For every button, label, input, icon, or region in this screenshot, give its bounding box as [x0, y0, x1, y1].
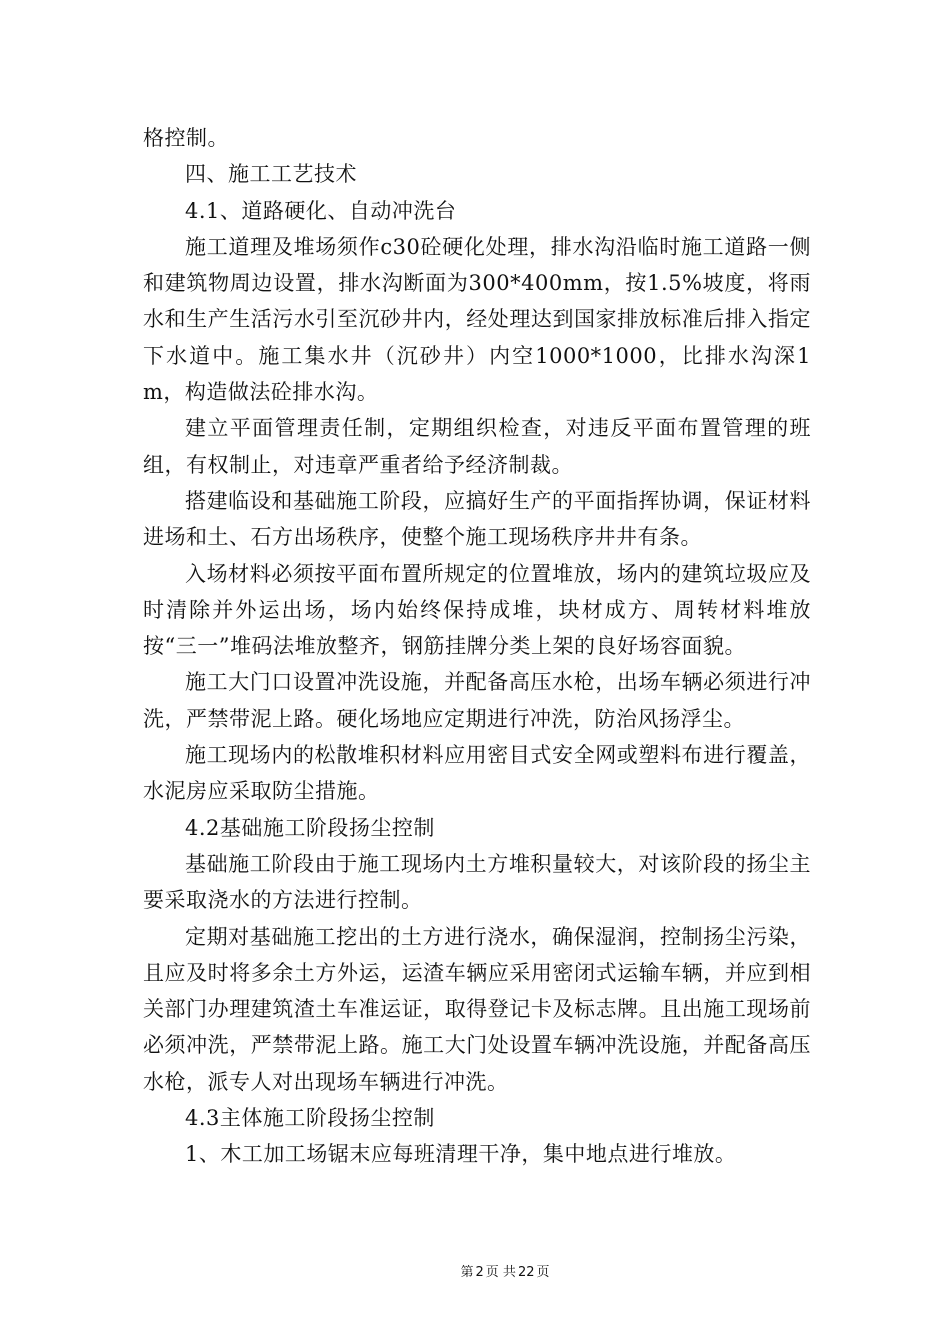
page-footer — [0, 1261, 950, 1280]
paragraph: 搭建临设和基础施工阶段，应搞好生产的平面指挥协调，保证材料进场和土、石方出场秩序，使整个施工现场秩序井井有条。 — [143, 488, 811, 550]
paragraph: 施工大门口设置冲洗设施，并配备高压水枪，出场车辆必须进行冲洗，严禁带泥上路。硬化场地应定期进行冲洗，防治风扬浮尘。 — [143, 670, 811, 731]
paragraph: 格控制。 — [143, 126, 229, 150]
footer-suffix: 页 — [536, 1265, 550, 1280]
footer-middle: 页 共 — [485, 1265, 516, 1280]
subsection-heading: 4.1、道路硬化、自动冲洗台 — [185, 198, 457, 223]
subsection-heading: 4.2基础施工阶段扬尘控制 — [185, 815, 435, 840]
paragraph: 施工现场内的松散堆积材料应用密目式安全网或塑料布进行覆盖，水泥房应采取防尘措施。 — [143, 743, 811, 804]
subsection-heading: 4.3主体施工阶段扬尘控制 — [185, 1106, 435, 1131]
footer-prefix: 第 — [460, 1265, 474, 1280]
document-body — [143, 120, 811, 1173]
paragraph: 1、木工加工场锯末应每班清理干净，集中地点进行堆放。 — [185, 1142, 737, 1167]
section-heading: 四、施工工艺技术 — [185, 162, 357, 187]
paragraph: 定期对基础施工挖出的土方进行浇水，确保湿润，控制扬尘污染，且应及时将多余土方外运，运渣车辆应采用密闭式运输车辆，并应到相关部门办理建筑渣土车准运证，取得登记卡及标志牌。且出施工现场前必须冲洗，严禁带泥上路。施工大门处设置车辆冲洗设施，并配备高压水枪，派专人对出现场车辆进行冲洗。 — [143, 924, 811, 1094]
page-number: 2 — [475, 1265, 484, 1280]
total-pages: 22 — [517, 1265, 535, 1280]
paragraph: 入场材料必须按平面布置所规定的位置堆放，场内的建筑垃圾应及时清除并外运出场，场内始终保持成堆，块材成方、周转材料堆放按“三一”堆码法堆放整齐，钢筋挂牌分类上架的良好场容面貌。 — [143, 561, 811, 659]
paragraph: 施工道理及堆场须作c30砼硬化处理，排水沟沿临时施工道路一侧和建筑物周边设置，排水沟断面为300*400mm，按1.5%坡度，将雨水和生产生活污水引至沉砂井内，经处理达到国家排放标准后排入指定下水道中。施工集水井（沉砂井）内空1000*1000，比排水沟深1m，构造做法砼排水沟。 — [143, 234, 811, 405]
paragraph: 建立平面管理责任制，定期组织检查，对违反平面布置管理的班组，有权制止，对违章严重者给予经济制裁。 — [143, 416, 811, 477]
paragraph: 基础施工阶段由于施工现场内土方堆积量较大，对该阶段的扬尘主要采取浇水的方法进行控制。 — [143, 851, 811, 913]
